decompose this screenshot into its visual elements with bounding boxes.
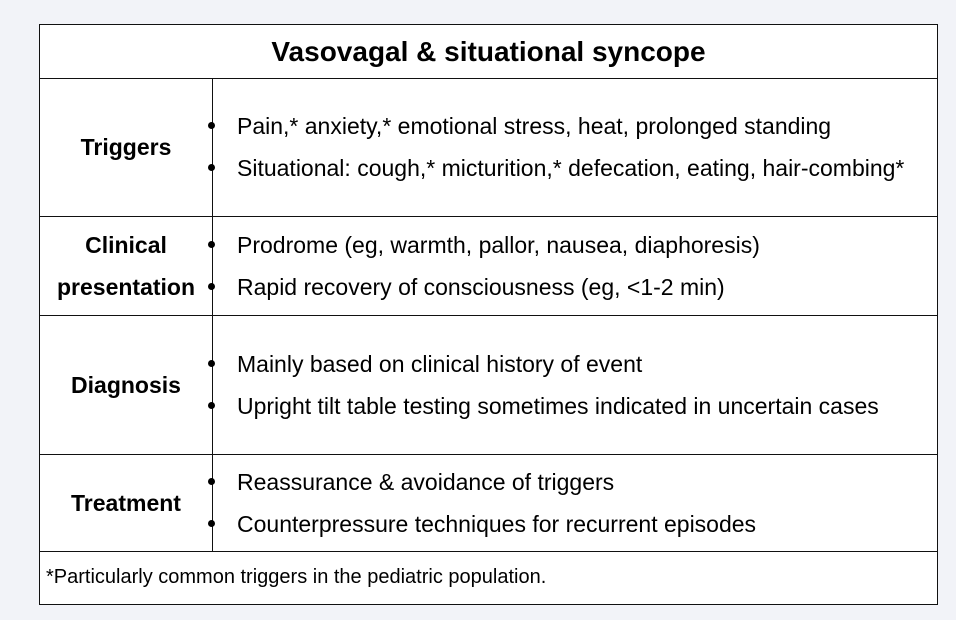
row-items-clinical-presentation <box>212 217 937 315</box>
list-item: Rapid recovery of consciousness (eg, <1-2 min) <box>212 266 937 308</box>
row-label-triggers: Triggers <box>40 78 213 216</box>
row-treatment <box>40 455 937 552</box>
row-triggers <box>40 78 937 217</box>
syncope-table <box>39 24 938 605</box>
bullet-icon <box>208 283 215 290</box>
list-item: Reassurance & avoidance of triggers <box>212 461 937 503</box>
row-label-clinical-presentation: Clinical presentation <box>40 217 213 315</box>
bullet-icon <box>208 360 215 367</box>
row-items-diagnosis <box>212 316 937 454</box>
list-item: Upright tilt table testing sometimes indicated in uncertain cases <box>212 385 937 427</box>
bullet-icon <box>208 520 215 527</box>
row-label-diagnosis: Diagnosis <box>40 316 213 454</box>
list-item: Situational: cough,* micturition,* defecation, eating, hair-combing* <box>212 147 937 189</box>
bullet-icon <box>208 122 215 129</box>
row-clinical-presentation <box>40 217 937 316</box>
list-item: Prodrome (eg, warmth, pallor, nausea, diaphoresis) <box>212 224 937 266</box>
row-diagnosis <box>40 316 937 455</box>
bullet-icon <box>208 478 215 485</box>
table-title: Vasovagal & situational syncope <box>40 25 937 79</box>
row-label-treatment: Treatment <box>40 455 213 551</box>
footnote: *Particularly common triggers in the pediatric population. <box>46 566 547 588</box>
list-item: Pain,* anxiety,* emotional stress, heat, prolonged standing <box>212 105 937 147</box>
row-items-treatment <box>212 455 937 551</box>
list-item: Counterpressure techniques for recurrent episodes <box>212 503 937 545</box>
bullet-icon <box>208 402 215 409</box>
bullet-icon <box>208 164 215 171</box>
row-items-triggers <box>212 78 937 216</box>
bullet-icon <box>208 241 215 248</box>
list-item: Mainly based on clinical history of event <box>212 343 937 385</box>
